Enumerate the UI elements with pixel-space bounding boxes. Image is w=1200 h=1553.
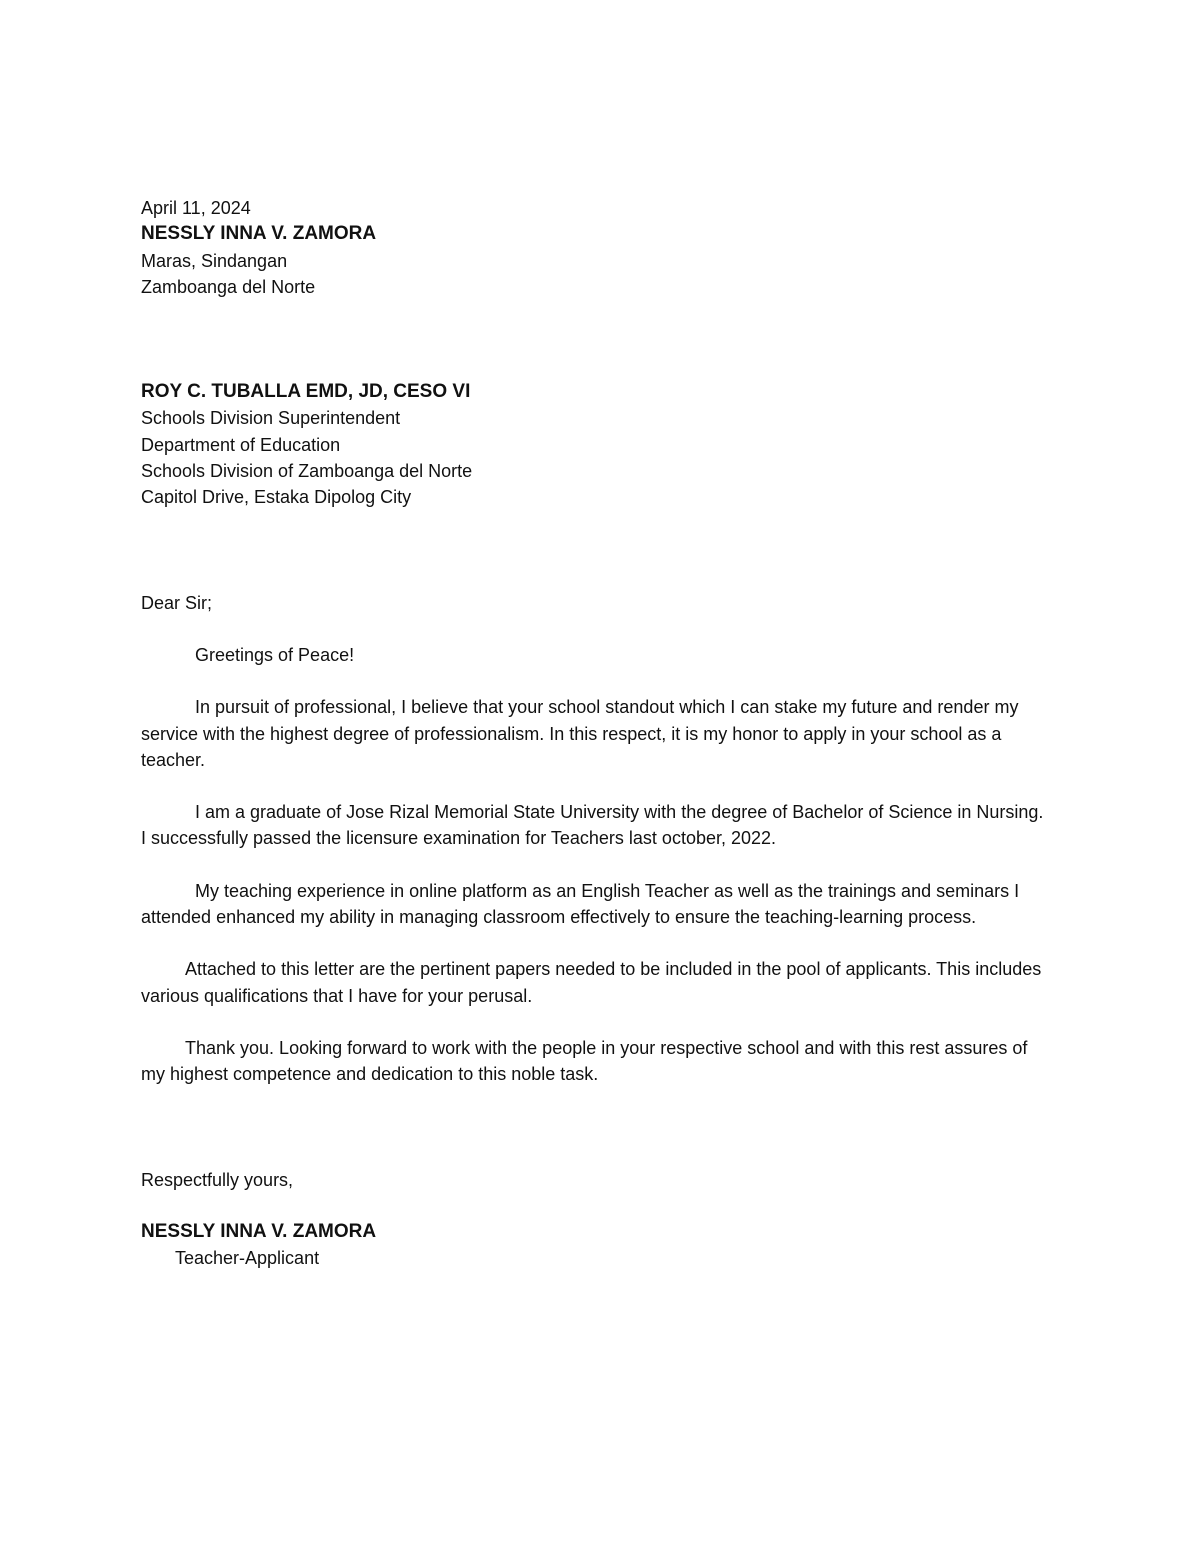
- spacer: [141, 930, 1051, 956]
- paragraph-experience: My teaching experience in online platform as an English Teacher as well as the trainings and seminars I attended enhanced my ability in managing classroom effectively to ensure the teaching-learning process.: [141, 880, 1020, 928]
- sender-address-line2: Zamboanga del Norte: [141, 276, 316, 297]
- letter-body: [141, 195, 1051, 1271]
- letter-date: April 11, 2024: [141, 198, 251, 218]
- recipient-name: ROY C. TUBALLA EMD, JD, CESO VI: [141, 381, 471, 403]
- paragraph-attachments: Attached to this letter are the pertinent papers needed to be included in the pool of applicants. This includes various qualifications that I have for your perusal.: [141, 959, 1042, 1006]
- paragraph-education: I am a graduate of Jose Rizal Memorial State University with the degree of Bachelor of Science in Nursing. I successfully passed the licensure examination for Teachers last october, 2022.: [141, 802, 1044, 849]
- signature-title: Teacher-Applicant: [175, 1248, 320, 1269]
- sender-name: NESSLY INNA V. ZAMORA: [141, 223, 377, 245]
- spacer: [141, 1088, 1051, 1167]
- spacer: [141, 1193, 1051, 1219]
- spacer: [141, 668, 1051, 694]
- spacer: [141, 511, 1051, 590]
- spacer: [141, 852, 1051, 878]
- paragraph-pursuit: In pursuit of professional, I believe that your school standout which I can stake my future and render my service with the highest degree of professionalism. In this respect, it is my honor to apply in your school as a teacher.: [141, 697, 1019, 770]
- recipient-line4: Capitol Drive, Estaka Dipolog City: [141, 487, 412, 508]
- spacer: [141, 300, 1051, 379]
- recipient-line2: Department of Education: [141, 434, 341, 455]
- spacer: [141, 1009, 1051, 1035]
- spacer: [141, 773, 1051, 799]
- spacer: [141, 616, 1051, 642]
- signature-name: NESSLY INNA V. ZAMORA: [141, 1220, 377, 1242]
- closing: Respectfully yours,: [141, 1169, 294, 1190]
- salutation: Dear Sir;: [141, 592, 213, 613]
- paragraph-thanks: Thank you. Looking forward to work with the people in your respective school and with this rest assures of my highest competence and dedication to this noble task.: [141, 1037, 1028, 1085]
- sender-address-line1: Maras, Sindangan: [141, 250, 288, 271]
- recipient-line1: Schools Division Superintendent: [141, 408, 401, 429]
- greeting: Greetings of Peace!: [195, 644, 355, 665]
- recipient-line3: Schools Division of Zamboanga del Norte: [141, 461, 473, 482]
